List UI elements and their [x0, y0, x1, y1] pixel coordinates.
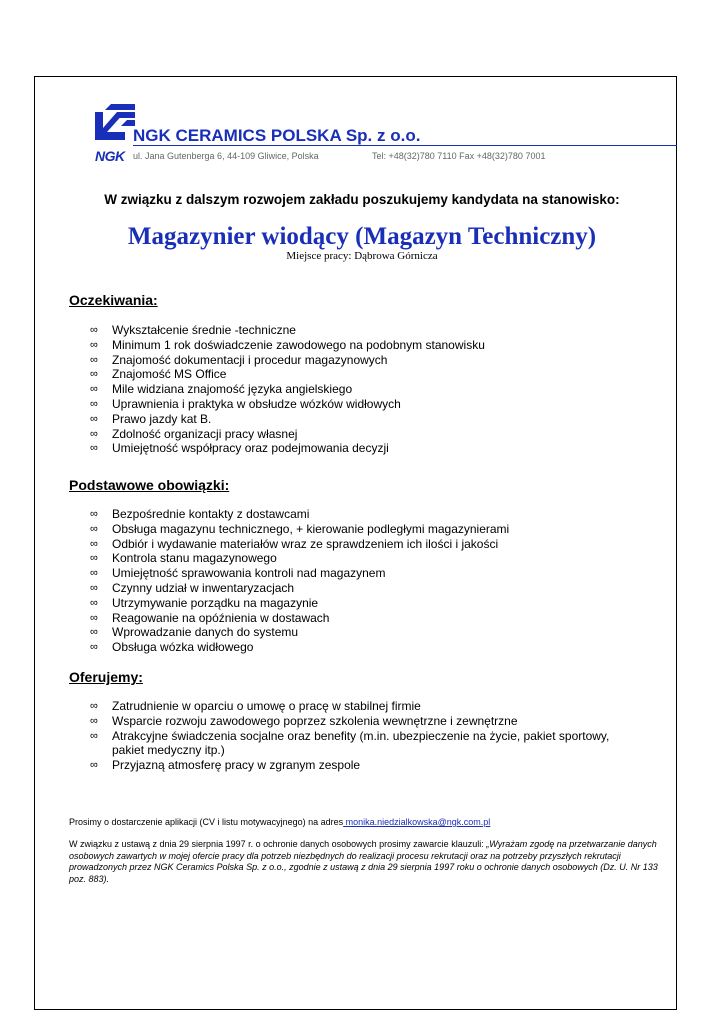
bullet-icon: ∞ — [90, 324, 98, 336]
list-item: ∞ Umiejętność współpracy oraz podejmowania decyzji — [90, 441, 389, 456]
job-location: Miejsce pracy: Dąbrowa Górnicza — [286, 250, 438, 262]
list-item: ∞ Atrakcyjne świadczenia socjalne oraz benefity (m.in. ubezpieczenie na życie, pakiet sportowy, pakiet medyczny itp.) — [90, 728, 610, 758]
list-item: ∞ Znajomość dokumentacji i procedur magazynowych — [90, 352, 388, 367]
list-item: ∞ Minimum 1 rok doświadczenie zawodowego na podobnym stanowisku — [90, 337, 485, 352]
bullet-icon: ∞ — [90, 626, 98, 639]
list-item: ∞ Prawo jazdy kat B. — [90, 411, 212, 426]
data-protection-note: W związku z ustawą z dnia 29 sierpnia 1997 r. o ochronie danych osobowych prosimy zawarcie klauzuli: „Wyrażam zgodę na przetwarzanie danych osobowych zawartych w mojej ofercie pracy dla potrzeb niezbędnych do realizacji procesu rekrutacji oraz na potrzeby przyszłych rekrutacji prowadzonych przez NGK Ceramics Polska Sp. z o.o., zgodnie z ustawą z dnia 29 sierpnia 1997 roku o ochronie danych osobowych (Dz. U. Nr 133 poz. 883). — [69, 839, 658, 884]
list-item: ∞ Kontrola stanu magazynowego — [90, 551, 277, 566]
list-item: ∞ Umiejętność sprawowania kontroli nad magazynem — [90, 566, 386, 581]
ngk-logo-icon — [95, 104, 135, 140]
bullet-icon: ∞ — [90, 714, 98, 727]
section-title-offer: Oferujemy: — [69, 669, 143, 685]
bullet-icon: ∞ — [90, 641, 98, 654]
intro-text: W związku z dalszym rozwojem zakładu poszukujemy kandydata na stanowisko: — [104, 192, 620, 207]
job-title: Magazynier wiodący (Magazyn Techniczny) — [127, 223, 597, 250]
company-phone-fax: Tel: +48(32)780 7110 Fax +48(32)780 7001 — [372, 151, 546, 161]
bullet-icon: ∞ — [90, 581, 98, 594]
offer-list — [90, 699, 650, 773]
list-item: ∞ Utrzymywanie porządku na magazynie — [90, 595, 319, 610]
list-item: ∞ Zatrudnienie w oparciu o umowę o pracę w stabilnej firmie — [90, 699, 421, 713]
email-link[interactable]: monika.niedzialkowska@ngk.com.pl — [343, 817, 491, 827]
requirements-list — [90, 323, 650, 456]
list-item: ∞ Czynny udział w inwentaryzacjach — [90, 580, 295, 595]
bullet-icon: ∞ — [90, 522, 98, 535]
bullet-icon: ∞ — [90, 353, 98, 366]
list-item: ∞ Reagowanie na opóźnienia w dostawach — [90, 610, 330, 625]
list-item: ∞ Odbiór i wydawanie materiałów wraz ze sprawdzeniem ich ilości i jakości — [90, 536, 499, 551]
bullet-icon: ∞ — [90, 383, 98, 396]
list-item: ∞ Obsługa wózka widłowego — [90, 640, 254, 655]
duties-list — [90, 507, 650, 655]
bullet-icon: ∞ — [90, 397, 98, 410]
list-item: ∞ Zdolność organizacji pracy własnej — [90, 426, 298, 441]
list-item: ∞ Wykształcenie średnie -techniczne — [90, 323, 296, 337]
ngk-wordmark: NGK — [95, 148, 125, 164]
bullet-icon: ∞ — [90, 427, 98, 440]
bullet-icon: ∞ — [90, 596, 98, 609]
company-address: ul. Jana Gutenberga 6, 44-109 Gliwice, Polska — [133, 151, 319, 161]
list-item: ∞ Obsługa magazynu technicznego, + kierowanie podległymi magazynierami — [90, 521, 510, 536]
bullet-icon: ∞ — [90, 700, 98, 712]
bullet-icon: ∞ — [90, 611, 98, 624]
company-name: NGK CERAMICS POLSKA Sp. z o.o. — [133, 126, 421, 145]
list-item: ∞ Wsparcie rozwoju zawodowego poprzez szkolenia wewnętrzne i zewnętrzne — [90, 713, 518, 728]
bullet-icon: ∞ — [90, 567, 98, 580]
section-title-duties: Podstawowe obowiązki: — [69, 477, 230, 493]
bullet-icon: ∞ — [90, 368, 98, 381]
bullet-icon: ∞ — [90, 552, 98, 565]
bullet-icon: ∞ — [90, 412, 98, 425]
bullet-icon: ∞ — [90, 508, 98, 520]
bullet-icon: ∞ — [90, 759, 98, 772]
list-item: ∞ Uprawnienia i praktyka w obsłudze wózków widłowych — [90, 396, 401, 411]
bullet-icon: ∞ — [90, 442, 98, 455]
list-item: ∞ Wprowadzanie danych do systemu — [90, 625, 299, 640]
bullet-icon: ∞ — [90, 338, 98, 351]
section-title-requirements: Oczekiwania: — [69, 292, 158, 308]
header-divider — [133, 145, 677, 146]
bullet-icon: ∞ — [90, 729, 98, 742]
bullet-icon: ∞ — [90, 537, 98, 550]
consent-clause: „Wyrażam zgodę na przetwarzanie danych osobowych zawartych w mojej ofercie pracy dla potrzeb niezbędnych do realizacji procesu rekrutacji oraz na potrzeby przyszłych rekrutacji prowadzonych przez NGK Ceramics Polska Sp. z o.o., zgodnie z ustawą z dnia 29 sierpnia 1997 roku o ochronie danych osobowych (Dz. U. Nr 133 poz. 883). — [69, 839, 658, 884]
application-instructions: Prosimy o dostarczenie aplikacji (CV i listu motywacyjnego) na adres monika.niedzialkowska@ngk.com.pl — [69, 817, 491, 827]
list-item: ∞ Znajomość MS Office — [90, 367, 227, 382]
list-item: ∞ Mile widziana znajomość języka angielskiego — [90, 382, 353, 397]
list-item: ∞ Bezpośrednie kontakty z dostawcami — [90, 507, 310, 521]
list-item: ∞ Przyjazną atmosferę pracy w zgranym zespole — [90, 758, 361, 773]
